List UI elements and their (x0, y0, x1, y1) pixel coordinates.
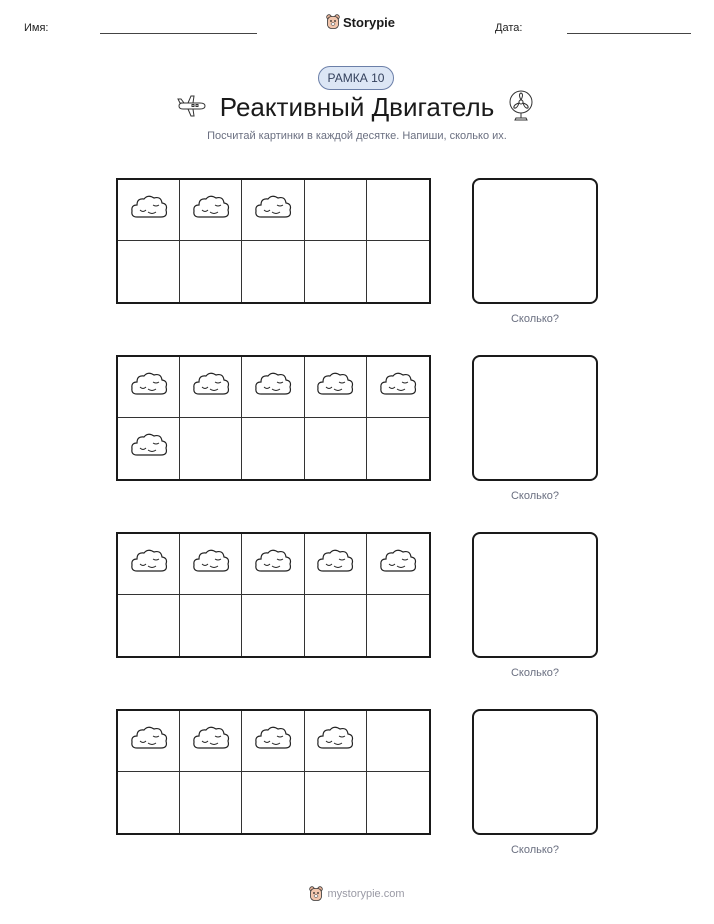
cloud-icon (191, 724, 231, 759)
cloud-icon (378, 547, 418, 582)
logo (326, 14, 395, 30)
frame-cell (180, 711, 242, 772)
how-many-label-2: Сколько? (510, 490, 560, 502)
frame-cell (305, 241, 367, 302)
frame-cell (242, 241, 304, 302)
answer-box-3[interactable] (472, 532, 598, 658)
date-line[interactable] (567, 33, 691, 34)
cloud-icon (378, 370, 418, 405)
cloud-icon (191, 547, 231, 582)
frame-cell (305, 357, 367, 418)
frame-cell (242, 418, 304, 479)
answer-box-4[interactable] (472, 709, 598, 835)
frame-cell (242, 595, 304, 656)
cloud-icon (315, 547, 355, 582)
frame-cell (305, 180, 367, 241)
frame-cell (305, 772, 367, 833)
cloud-icon (129, 724, 169, 759)
fan-icon (508, 90, 534, 122)
frame-cell (180, 180, 242, 241)
frame-cell (367, 180, 429, 241)
frame-cell (118, 595, 180, 656)
frame-cell (367, 711, 429, 772)
cloud-icon (191, 370, 231, 405)
frame-cell (180, 357, 242, 418)
cloud-icon (191, 193, 231, 228)
answer-box-2[interactable] (472, 355, 598, 481)
date-label: Дата: (495, 22, 523, 34)
frame-cell (180, 772, 242, 833)
frame-cell (242, 772, 304, 833)
footer-url: mystorypie.com (327, 888, 405, 900)
bear-icon (326, 14, 340, 30)
frame-cell (180, 241, 242, 302)
cloud-icon (315, 370, 355, 405)
ten-frame-2 (116, 355, 431, 481)
frame-cell (367, 772, 429, 833)
frame-cell (305, 595, 367, 656)
name-label: Имя: (24, 22, 49, 34)
cloud-icon (129, 431, 169, 466)
frame-badge: РАМКА 10 (318, 66, 394, 90)
logo-text: Storypie (343, 14, 396, 30)
how-many-label-1: Сколько? (510, 313, 560, 325)
footer (0, 886, 714, 902)
frame-cell (118, 180, 180, 241)
frame-cell (118, 357, 180, 418)
frame-cell (180, 595, 242, 656)
frame-cell (305, 534, 367, 595)
frame-cell (118, 241, 180, 302)
frame-cell (242, 180, 304, 241)
name-line[interactable] (100, 33, 257, 34)
frame-cell (180, 418, 242, 479)
cloud-icon (129, 193, 169, 228)
instructions: Посчитай картинки в каждой десятке. Напиши, сколько их. (207, 130, 507, 142)
cloud-icon (129, 370, 169, 405)
answer-box-1[interactable] (472, 178, 598, 304)
frame-cell (367, 357, 429, 418)
frame-cell (242, 357, 304, 418)
cloud-icon (253, 370, 293, 405)
frame-cell (367, 534, 429, 595)
ten-frame-3 (116, 532, 431, 658)
cloud-icon (129, 547, 169, 582)
cloud-icon (315, 724, 355, 759)
frame-cell (118, 418, 180, 479)
frame-cell (180, 534, 242, 595)
frame-cell (367, 595, 429, 656)
frame-cell (118, 711, 180, 772)
frame-cell (367, 418, 429, 479)
how-many-label-3: Сколько? (510, 667, 560, 679)
ten-frame-4 (116, 709, 431, 835)
ten-frame-1 (116, 178, 431, 304)
frame-cell (242, 711, 304, 772)
page-title: Реактивный Двигатель (219, 92, 495, 122)
cloud-icon (253, 547, 293, 582)
frame-cell (118, 534, 180, 595)
bear-icon (309, 886, 323, 902)
cloud-icon (253, 193, 293, 228)
frame-cell (367, 241, 429, 302)
frame-cell (305, 418, 367, 479)
frame-cell (118, 772, 180, 833)
how-many-label-4: Сколько? (510, 844, 560, 856)
frame-cell (242, 534, 304, 595)
frame-cell (305, 711, 367, 772)
cloud-icon (253, 724, 293, 759)
